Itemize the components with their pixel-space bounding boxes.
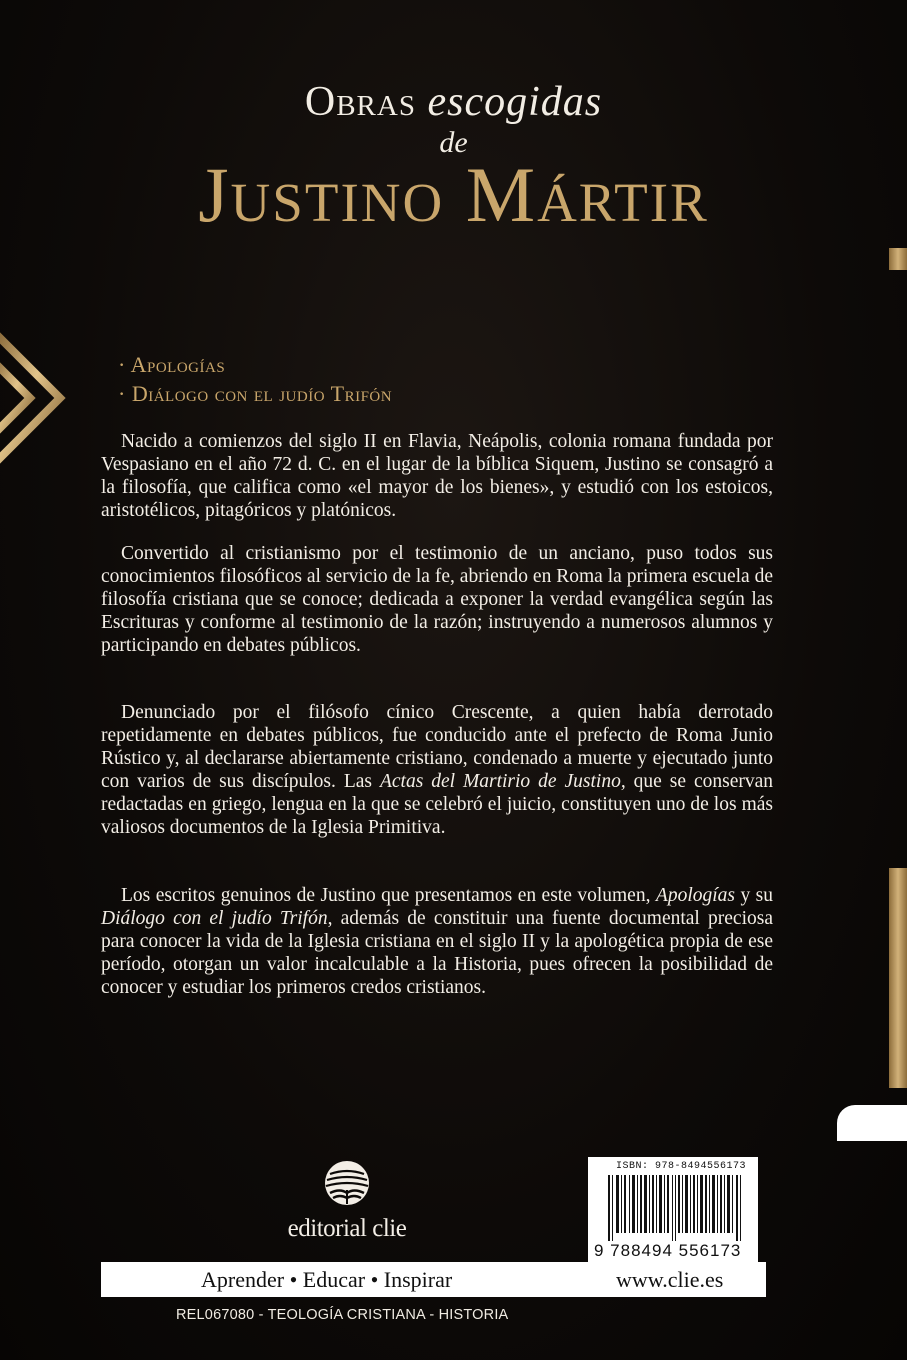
paragraph-3 <box>101 701 773 839</box>
contents-item-dialogo: · Diálogo con el judío Trifón <box>118 381 393 406</box>
paragraph-4-part-b: y su <box>735 885 773 906</box>
tagline-bar <box>101 1262 766 1297</box>
gold-edge-tab-bottom <box>889 868 907 1088</box>
paragraph-1-text: Nacido a comienzos del siglo II en Flavia, Neápolis, colonia romana fundada por Vespasiano en el año 72 d. C. en el lugar de la bíblica Siquem, Justino se consagró a la filosofía, que califica como «el mayor de los bienes», y estudió con los estoicos, aristotélicos, pitagóricos y platónicos. <box>101 431 773 521</box>
paragraph-4-part-c: , además de constituir una fuente documental preciosa para conocer la vida de la Iglesia cristiana en el siglo II y la apologética propia de ese período, otorgan un valor incalculable a la Historia, pues ofrecen la posibilidad de conocer y estudiar los primeros credos cristianos. <box>101 908 773 998</box>
gold-chevrons-ornament <box>0 318 80 478</box>
paragraph-1 <box>101 430 773 522</box>
paragraph-3-italic: Actas del Martirio de Justino, <box>379 771 626 792</box>
title-main: Justino Mártir <box>198 151 709 238</box>
contents-list <box>118 350 392 408</box>
title-obras: Obras <box>304 79 416 125</box>
paragraph-3-part-a: Denunciado por el filósofo cínico Crescente, a quien había derrotado repetidamente en debates públicos, fue conducido ante el prefecto de Roma Junio Rústico y, al declararse abiertamente cristiano, condenado a muerte y ejecutado junto con varios de sus discípulos. Las <box>101 702 773 792</box>
paragraph-4-part-a: Los escritos genuinos de Justino que presentamos en este volumen, <box>121 885 656 906</box>
paragraph-3-part-b: que se conservan redactadas en griego, lengua en la que se celebró el juicio, constituyen uno de los más valiosos documentos de la Iglesia Primitiva. <box>101 771 773 838</box>
paragraph-4-italic-1: Apologías <box>655 885 735 906</box>
white-edge-tab <box>837 1105 907 1141</box>
publisher-tagline: Aprender • Educar • Inspirar <box>201 1267 453 1292</box>
paragraph-4 <box>101 884 773 999</box>
barcode-bars <box>608 1175 742 1241</box>
isbn-barcode <box>588 1157 758 1270</box>
contents-item-apologias: · Apologías <box>118 352 226 377</box>
title-escogidas: escogidas <box>427 79 603 125</box>
barcode-number: 9 788494 556173 <box>594 1241 742 1260</box>
book-globe-icon <box>324 1160 370 1206</box>
publisher-website[interactable]: www.clie.es <box>616 1267 724 1292</box>
paragraph-2-text: Convertido al cristianismo por el testimonio de un anciano, puso todos sus conocimientos filosóficos al servicio de la fe, abriendo en Roma la primera escuela de filosofía cristiana que se conoce; dedicada a exponer la verdad evangélica según las Escrituras y conforme al testimonio de la razón; instruyendo a numerosos alumnos y participando en debates públicos. <box>101 543 773 656</box>
paragraph-4-italic-2: Diálogo con el judío Trifón <box>101 908 328 929</box>
paragraph-3-text <box>101 701 773 839</box>
title-line-1 <box>0 78 907 126</box>
publisher-logo <box>282 1160 412 1243</box>
gold-edge-tab-top <box>889 248 907 270</box>
paragraph-4-text <box>101 884 773 999</box>
subject-category: REL067080 - TEOLOGÍA CRISTIANA - HISTORIA <box>176 1307 509 1323</box>
isbn-label: ISBN: 978-8494556173 <box>616 1161 747 1172</box>
publisher-name: editorial clie <box>287 1215 407 1242</box>
title-line-2: de <box>439 126 468 159</box>
paragraph-2 <box>101 542 773 657</box>
